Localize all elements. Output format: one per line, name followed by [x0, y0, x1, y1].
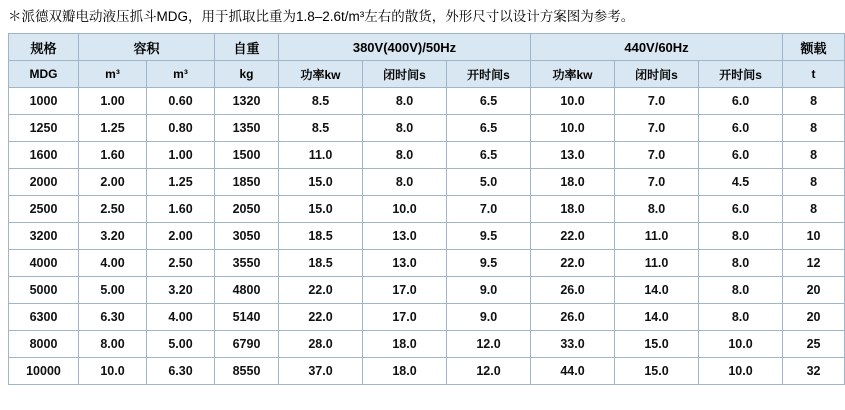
cell-value: 7.0	[615, 115, 699, 142]
cell-value: 6.0	[699, 142, 783, 169]
cell-value: 12.0	[447, 358, 531, 385]
header-380v: 380V(400V)/50Hz	[279, 34, 531, 61]
cell-value: 22.0	[279, 304, 363, 331]
cell-value: 9.0	[447, 277, 531, 304]
cell-value: 1.60	[79, 142, 147, 169]
cell-value: 20	[783, 304, 845, 331]
cell-value: 3.20	[147, 277, 215, 304]
cell-value: 2.00	[79, 169, 147, 196]
cell-value: 1.25	[147, 169, 215, 196]
table-row	[9, 142, 845, 169]
cell-value: 2.50	[79, 196, 147, 223]
cell-value: 8.0	[699, 250, 783, 277]
cell-value: 10.0	[531, 88, 615, 115]
cell-value: 44.0	[531, 358, 615, 385]
cell-value: 4.00	[79, 250, 147, 277]
cell-value: 22.0	[531, 250, 615, 277]
cell-value: 5.00	[147, 331, 215, 358]
header-row-primary	[9, 34, 845, 61]
cell-value: 1500	[215, 142, 279, 169]
cell-value: 14.0	[615, 304, 699, 331]
cell-value: 7.0	[447, 196, 531, 223]
cell-value: 12.0	[447, 331, 531, 358]
note-text: ＊派德双瓣电动液压抓斗MDG，用于抓取比重为1.8–2.6t/m³左右的散货，外形尺寸以设计方案图为参考。	[8, 9, 635, 24]
cell-value: 15.0	[615, 331, 699, 358]
cell-value: 32	[783, 358, 845, 385]
cell-value: 11.0	[615, 223, 699, 250]
cell-value: 28.0	[279, 331, 363, 358]
header-power-50hz: 功率kw	[279, 61, 363, 88]
cell-model: 6300	[9, 304, 79, 331]
cell-value: 6.0	[699, 196, 783, 223]
cell-value: 15.0	[279, 196, 363, 223]
cell-value: 22.0	[531, 223, 615, 250]
cell-value: 6790	[215, 331, 279, 358]
cell-value: 8	[783, 142, 845, 169]
cell-model: 8000	[9, 331, 79, 358]
table-body	[9, 88, 845, 385]
cell-value: 7.0	[615, 142, 699, 169]
cell-value: 6.5	[447, 142, 531, 169]
cell-value: 3550	[215, 250, 279, 277]
cell-value: 1.00	[147, 142, 215, 169]
header-open-time-50hz: 开时间s	[447, 61, 531, 88]
cell-value: 7.0	[615, 169, 699, 196]
cell-value: 6.5	[447, 88, 531, 115]
cell-value: 26.0	[531, 277, 615, 304]
table-row	[9, 331, 845, 358]
table-row	[9, 88, 845, 115]
cell-value: 9.0	[447, 304, 531, 331]
cell-value: 1.60	[147, 196, 215, 223]
cell-value: 8.0	[363, 142, 447, 169]
cell-value: 8.0	[615, 196, 699, 223]
cell-value: 10	[783, 223, 845, 250]
cell-value: 4800	[215, 277, 279, 304]
header-unit-weight: kg	[215, 61, 279, 88]
cell-value: 0.60	[147, 88, 215, 115]
cell-value: 8	[783, 115, 845, 142]
cell-value: 20	[783, 277, 845, 304]
cell-value: 33.0	[531, 331, 615, 358]
cell-value: 6.0	[699, 88, 783, 115]
cell-value: 7.0	[615, 88, 699, 115]
cell-model: 4000	[9, 250, 79, 277]
cell-value: 8	[783, 169, 845, 196]
cell-value: 8.00	[79, 331, 147, 358]
cell-value: 5140	[215, 304, 279, 331]
cell-value: 22.0	[279, 277, 363, 304]
table-row	[9, 196, 845, 223]
cell-value: 18.0	[363, 331, 447, 358]
table-row	[9, 250, 845, 277]
cell-value: 8.0	[363, 115, 447, 142]
cell-model: 1600	[9, 142, 79, 169]
cell-value: 2.50	[147, 250, 215, 277]
cell-value: 8	[783, 196, 845, 223]
cell-value: 6.5	[447, 115, 531, 142]
cell-value: 12	[783, 250, 845, 277]
cell-model: 10000	[9, 358, 79, 385]
table-row	[9, 223, 845, 250]
cell-value: 18.0	[531, 169, 615, 196]
cell-value: 6.0	[699, 115, 783, 142]
header-model-unit: MDG	[9, 61, 79, 88]
cell-value: 1350	[215, 115, 279, 142]
cell-value: 8.0	[699, 277, 783, 304]
cell-value: 3.20	[79, 223, 147, 250]
header-spec: 规格	[9, 34, 79, 61]
cell-value: 4.5	[699, 169, 783, 196]
cell-value: 2.00	[147, 223, 215, 250]
cell-value: 0.80	[147, 115, 215, 142]
cell-value: 8.5	[279, 115, 363, 142]
cell-value: 10.0	[699, 331, 783, 358]
cell-value: 1320	[215, 88, 279, 115]
specification-table	[8, 33, 845, 385]
cell-value: 5.00	[79, 277, 147, 304]
cell-value: 18.5	[279, 223, 363, 250]
cell-value: 14.0	[615, 277, 699, 304]
table-row	[9, 358, 845, 385]
cell-value: 11.0	[615, 250, 699, 277]
cell-value: 8.0	[699, 223, 783, 250]
cell-model: 1250	[9, 115, 79, 142]
cell-value: 3050	[215, 223, 279, 250]
cell-value: 11.0	[279, 142, 363, 169]
cell-value: 10.0	[363, 196, 447, 223]
cell-value: 37.0	[279, 358, 363, 385]
cell-value: 18.0	[531, 196, 615, 223]
cell-value: 13.0	[363, 223, 447, 250]
header-power-60hz: 功率kw	[531, 61, 615, 88]
cell-value: 6.30	[147, 358, 215, 385]
header-volume: 容积	[79, 34, 215, 61]
header-unit-rated: t	[783, 61, 845, 88]
cell-value: 26.0	[531, 304, 615, 331]
cell-value: 17.0	[363, 277, 447, 304]
cell-value: 5.0	[447, 169, 531, 196]
cell-value: 1850	[215, 169, 279, 196]
cell-value: 9.5	[447, 223, 531, 250]
header-open-time-60hz: 开时间s	[699, 61, 783, 88]
cell-value: 8550	[215, 358, 279, 385]
header-unit-volume-1: m³	[79, 61, 147, 88]
cell-value: 10.0	[699, 358, 783, 385]
header-440v: 440V/60Hz	[531, 34, 783, 61]
cell-value: 8.5	[279, 88, 363, 115]
header-unit-volume-2: m³	[147, 61, 215, 88]
cell-value: 8.0	[699, 304, 783, 331]
cell-model: 3200	[9, 223, 79, 250]
header-close-time-50hz: 闭时间s	[363, 61, 447, 88]
cell-value: 1.00	[79, 88, 147, 115]
header-self-weight: 自重	[215, 34, 279, 61]
cell-value: 9.5	[447, 250, 531, 277]
cell-model: 5000	[9, 277, 79, 304]
table-header	[9, 34, 845, 88]
cell-value: 8.0	[363, 169, 447, 196]
header-close-time-60hz: 闭时间s	[615, 61, 699, 88]
cell-value: 15.0	[279, 169, 363, 196]
cell-value: 8.0	[363, 88, 447, 115]
table-row	[9, 115, 845, 142]
cell-value: 18.0	[363, 358, 447, 385]
cell-model: 2000	[9, 169, 79, 196]
table-row	[9, 304, 845, 331]
cell-value: 4.00	[147, 304, 215, 331]
cell-value: 10.0	[531, 115, 615, 142]
table-row	[9, 277, 845, 304]
header-row-secondary	[9, 61, 845, 88]
cell-value: 1.25	[79, 115, 147, 142]
cell-model: 2500	[9, 196, 79, 223]
cell-value: 15.0	[615, 358, 699, 385]
cell-model: 1000	[9, 88, 79, 115]
cell-value: 25	[783, 331, 845, 358]
header-rated-load: 额载	[783, 34, 845, 61]
cell-value: 17.0	[363, 304, 447, 331]
cell-value: 13.0	[363, 250, 447, 277]
cell-value: 2050	[215, 196, 279, 223]
cell-value: 13.0	[531, 142, 615, 169]
cell-value: 6.30	[79, 304, 147, 331]
cell-value: 8	[783, 88, 845, 115]
table-row	[9, 169, 845, 196]
cell-value: 10.0	[79, 358, 147, 385]
cell-value: 18.5	[279, 250, 363, 277]
